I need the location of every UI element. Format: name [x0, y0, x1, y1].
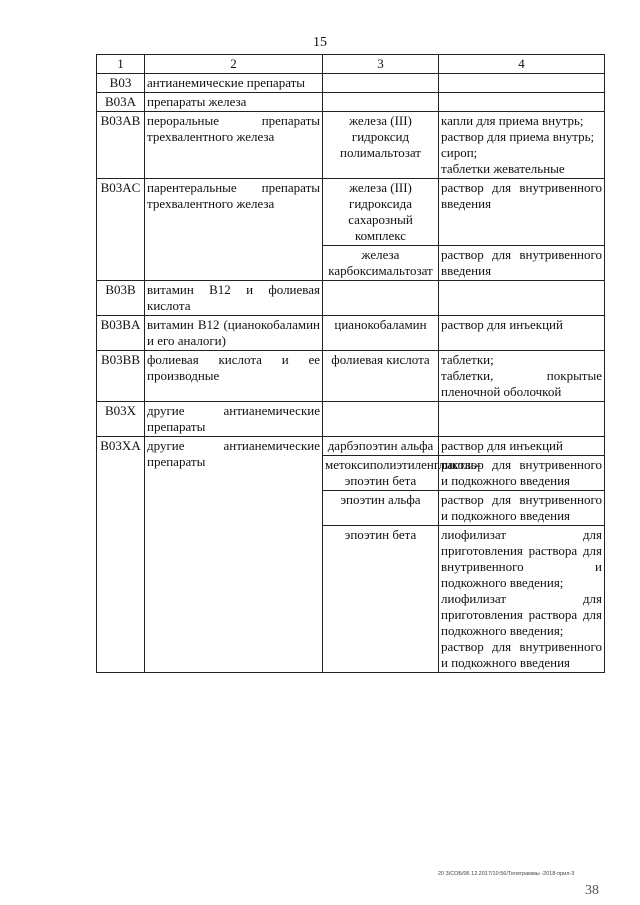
table-header-row: [97, 55, 605, 74]
atc-code-cell: B03AC: [97, 179, 145, 281]
dosage-form: капли для приема внутрь;: [441, 113, 584, 128]
group-name-cell: витамин B12 и фолиевая кислота: [145, 281, 323, 316]
dosage-form-cell: [439, 112, 605, 179]
dosage-form: раствор для внутривенного введения: [441, 247, 602, 278]
inn-cell: [323, 402, 439, 437]
group-name-cell: другие антианемические препараты: [145, 402, 323, 437]
dosage-form-cell: [439, 179, 605, 246]
dosage-form: раствор для приема внутрь;: [441, 129, 595, 144]
dosage-form: таблетки, покрытые пленочной оболочкой: [441, 368, 602, 399]
dosage-form-cell: [439, 281, 605, 316]
header-cell-1: 1: [97, 55, 145, 74]
dosage-form: раствор для инъекций: [441, 438, 563, 453]
dosage-form-cell: [439, 526, 605, 673]
dosage-form: лиофилизат для приготовления раствора для внутривенного и подкожного введения;: [441, 527, 602, 590]
dosage-form: таблетки жевательные: [441, 161, 565, 176]
header-cell-4: 4: [439, 55, 605, 74]
footer-page-number: 38: [585, 883, 599, 898]
atc-code-cell: B03XA: [97, 437, 145, 673]
dosage-form-cell: [439, 491, 605, 526]
page-number: 15: [313, 35, 327, 50]
table-row: [97, 281, 605, 316]
dosage-form: таблетки;: [441, 352, 494, 367]
inn-cell: фолиевая кислота: [323, 351, 439, 402]
dosage-form: раствор для инъекций: [441, 317, 563, 332]
group-name-cell: другие антианемические препараты: [145, 437, 323, 673]
dosage-form: раствор для внутривенного и подкожного введения: [441, 639, 602, 670]
table-row: [97, 402, 605, 437]
dosage-form-cell: [439, 74, 605, 93]
inn-cell: [323, 93, 439, 112]
dosage-form-cell: [439, 316, 605, 351]
dosage-form-cell: [439, 246, 605, 281]
inn-cell: железа (III) гидроксид полимальтозат: [323, 112, 439, 179]
table-row: [97, 437, 605, 456]
group-name-cell: витамин B12 (цианокобаламин и его аналоги): [145, 316, 323, 351]
dosage-form: сироп;: [441, 145, 478, 160]
dosage-form-cell: [439, 402, 605, 437]
atc-code-cell: B03BA: [97, 316, 145, 351]
dosage-form-cell: [439, 456, 605, 491]
inn-cell: метоксиполиэтиленгликоль-эпоэтин бета: [323, 456, 439, 491]
dosage-form: раствор для внутривенного и подкожного введения: [441, 492, 602, 523]
atc-code-cell: B03: [97, 74, 145, 93]
group-name-cell: парентеральные препараты трехвалентного железа: [145, 179, 323, 281]
table-row: [97, 351, 605, 402]
inn-cell: железа карбоксимальтозат: [323, 246, 439, 281]
group-name-cell: пероральные препараты трехвалентного железа: [145, 112, 323, 179]
table-row: [97, 112, 605, 179]
atc-code-cell: B03AB: [97, 112, 145, 179]
dosage-form: раствор для внутривенного и подкожного введения: [441, 457, 602, 488]
atc-code-cell: B03B: [97, 281, 145, 316]
header-cell-3: 3: [323, 55, 439, 74]
group-name-cell: фолиевая кислота и ее производные: [145, 351, 323, 402]
inn-cell: железа (III) гидроксида сахарозный комплекс: [323, 179, 439, 246]
dosage-form-cell: [439, 351, 605, 402]
dosage-form: раствор для внутривенного введения: [441, 180, 602, 211]
group-name-cell: антианемические препараты: [145, 74, 323, 93]
group-name-cell: препараты железа: [145, 93, 323, 112]
drug-table: [96, 54, 605, 673]
atc-code-cell: B03BB: [97, 351, 145, 402]
table-row: [97, 179, 605, 246]
header-cell-2: 2: [145, 55, 323, 74]
table-row: [97, 316, 605, 351]
dosage-form-cell: [439, 93, 605, 112]
atc-code-cell: B03A: [97, 93, 145, 112]
table-row: [97, 93, 605, 112]
inn-cell: эпоэтин бета: [323, 526, 439, 673]
inn-cell: цианокобаламин: [323, 316, 439, 351]
dosage-form: лиофилизат для приготовления раствора для подкожного введения;: [441, 591, 602, 638]
inn-cell: дарбэпоэтин альфа: [323, 437, 439, 456]
inn-cell: [323, 74, 439, 93]
inn-cell: эпоэтин альфа: [323, 491, 439, 526]
inn-cell: [323, 281, 439, 316]
dosage-form-cell: [439, 437, 605, 456]
footer-stamp: 20 3/СОБ/06 12.2017/10:56/Телеграммы -2018-прил-3: [438, 871, 575, 877]
atc-code-cell: B03X: [97, 402, 145, 437]
table-row: [97, 74, 605, 93]
